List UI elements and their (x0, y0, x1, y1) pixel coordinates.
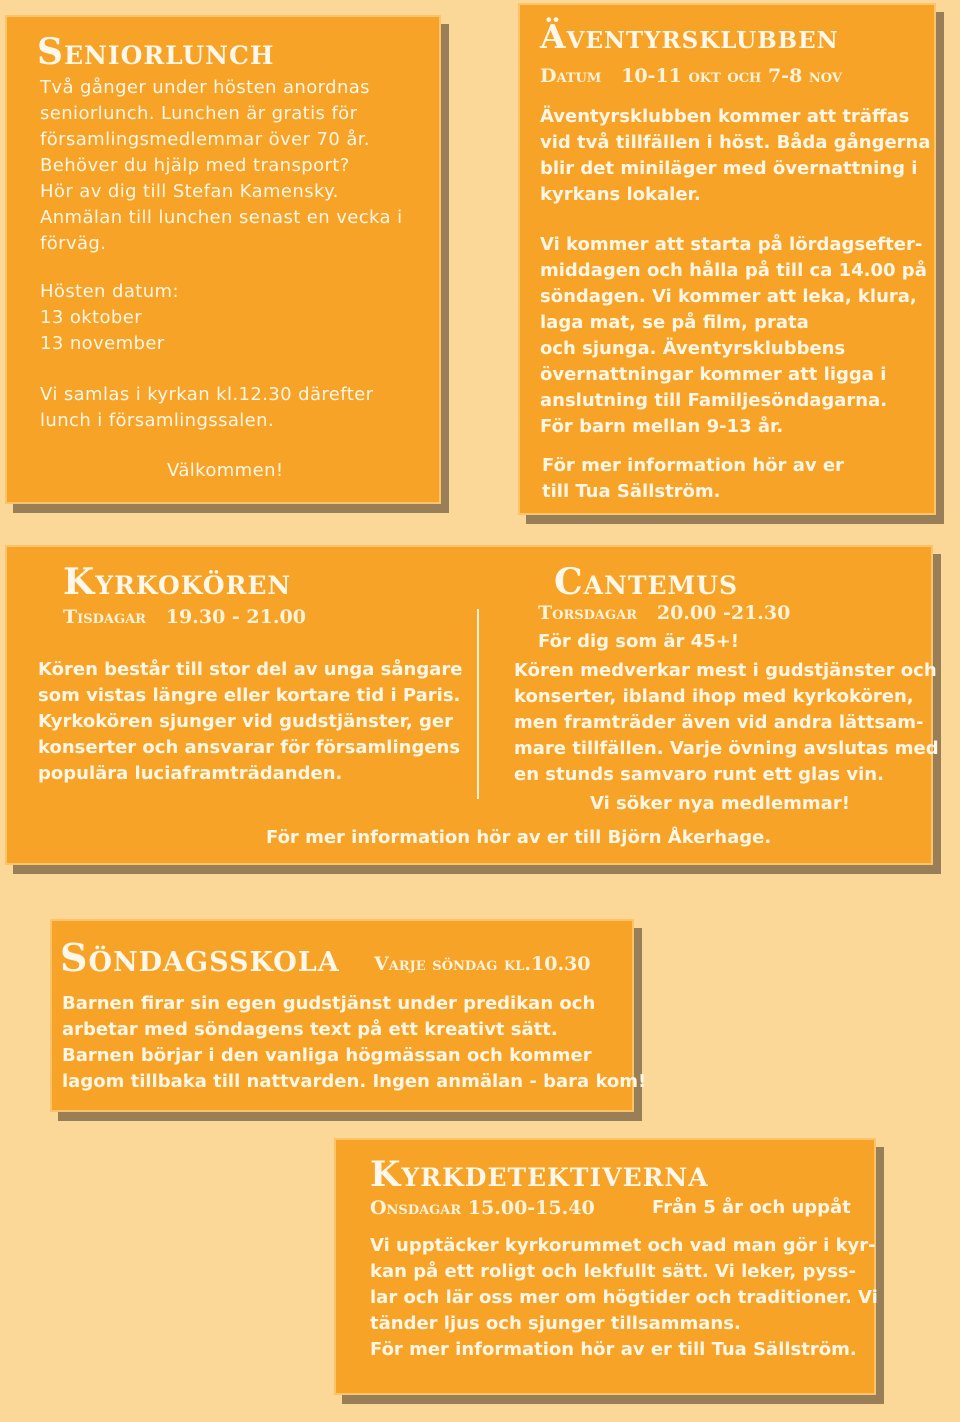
text-line: Vi upptäcker kyrkorummet och vad man gör i kyr- (370, 1235, 876, 1256)
seniorlunch-title: Seniorlunch (37, 31, 275, 73)
cantemus-age: För dig som är 45+! (538, 631, 740, 652)
cantemus-description (514, 658, 939, 788)
seniorlunch-meeting (40, 382, 373, 434)
text-line: arbetar med söndagens text på ett kreativt sätt. (62, 1019, 558, 1040)
text-line: vid två tillfällen i höst. Båda gångerna (540, 132, 931, 153)
text-line: en stunds samvaro runt ett glas vin. (514, 764, 884, 785)
kyrkdetektiverna-age: Från 5 år och uppåt (652, 1197, 851, 1218)
text-line: som vistas längre eller kortare tid i Paris. (38, 685, 461, 706)
text-line: till Tua Sällström. (542, 481, 721, 502)
date-item: 13 november (40, 333, 165, 354)
text-line: För mer information hör av er (542, 455, 844, 476)
aventyrsklubben-box (518, 3, 936, 515)
text-line: lunch i församlingssalen. (40, 410, 275, 431)
cantemus-recruit: Vi söker nya medlemmar! (590, 793, 850, 814)
kyrkokoren-title: Kyrkokören (63, 561, 292, 603)
aventyrsklubben-para2 (540, 232, 927, 440)
text-line: tänder ljus och sjunger tillsammans. (370, 1313, 741, 1334)
text-line: seniorlunch. Lunchen är gratis för (40, 103, 358, 124)
text-line: mare tillfällen. Varje övning avslutas med (514, 738, 939, 759)
text-line: söndagen. Vi kommer att leka, klura, (540, 286, 917, 307)
seniorlunch-box (5, 15, 441, 504)
kyrkokoren-schedule: Tisdagar 19.30 - 21.00 (63, 606, 306, 628)
kyrkdetektiverna-title: Kyrkdetektiverna (370, 1154, 709, 1195)
text-line: anslutning till Familjesöndagarna. (540, 390, 888, 411)
text-line: Anmälan till lunchen senast en vecka i (40, 207, 403, 228)
aventyrsklubben-title: Äventyrsklubben (540, 17, 839, 56)
sondagsskola-schedule: Varje söndag kl.10.30 (374, 953, 591, 975)
date-item: 13 oktober (40, 307, 143, 328)
sondagsskola-description (62, 991, 646, 1095)
text-line: Behöver du hjälp med transport? (40, 155, 350, 176)
text-line: laga mat, se på film, prata (540, 312, 809, 333)
text-line: Äventyrsklubben kommer att träffas (540, 106, 910, 127)
choirs-box (5, 545, 939, 865)
kyrkdetektiverna-description (370, 1233, 878, 1363)
seniorlunch-description (40, 75, 403, 257)
text-line: lagom tillbaka till nattvarden. Ingen anmälan - bara kom! (62, 1071, 647, 1092)
text-line: förväg. (40, 233, 107, 254)
text-line: Kyrkokören sjunger vid gudstjänster, ger (38, 711, 453, 732)
kyrkokoren-description (38, 657, 462, 787)
text-line: konserter och ansvarar för församlingens (38, 737, 461, 758)
text-line: blir det miniläger med övernattning i (540, 158, 918, 179)
text-line: För mer information hör av er till Tua Sällström. (370, 1339, 857, 1360)
text-line: Kören medverkar mest i gudstjänster och (514, 660, 937, 681)
aventyrsklubben-dates: Datum 10-11 okt och 7-8 nov (540, 65, 842, 87)
text-line: Kören består till stor del av unga sångare (38, 659, 463, 680)
dates-label: Hösten datum: (40, 281, 179, 302)
column-divider (477, 609, 479, 799)
sondagsskola-box (50, 919, 647, 1112)
text-line: övernattningar kommer att ligga i (540, 364, 887, 385)
cantemus-title: Cantemus (554, 561, 739, 603)
text-line: och sjunga. Äventyrsklubbens (540, 338, 846, 359)
text-line: lar och lär oss mer om högtider och traditioner. Vi (370, 1287, 878, 1308)
text-line: Barnen börjar i den vanliga högmässan och kommer (62, 1045, 592, 1066)
text-line: populära luciaframträdanden. (38, 763, 343, 784)
text-line: församlingsmedlemmar över 70 år. (40, 129, 371, 150)
text-line: men framträder även vid andra lättsam- (514, 712, 924, 733)
text-line: Vi kommer att starta på lördagsefter- (540, 234, 923, 255)
cantemus-schedule: Torsdagar 20.00 -21.30 (538, 602, 791, 624)
seniorlunch-dates (40, 279, 179, 357)
kyrkdetektiverna-box (334, 1138, 876, 1395)
text-line: Två gånger under hösten anordnas (40, 77, 370, 98)
text-line: Barnen firar sin egen gudstjänst under predikan och (62, 993, 596, 1014)
aventyrsklubben-para1 (540, 104, 931, 208)
text-line: Vi samlas i kyrkan kl.12.30 därefter (40, 384, 374, 405)
text-line: kan på ett roligt och lekfullt sätt. Vi leker, pyss- (370, 1261, 856, 1282)
aventyrsklubben-contact (542, 453, 844, 505)
text-line: konserter, ibland ihop med kyrkokören, (514, 686, 914, 707)
choir-contact: För mer information hör av er till Björn Åkerhage. (266, 827, 772, 848)
kyrkdetektiverna-schedule: Onsdagar 15.00-15.40 (370, 1197, 595, 1219)
text-line: För barn mellan 9-13 år. (540, 416, 784, 437)
text-line: kyrkans lokaler. (540, 184, 701, 205)
sondagsskola-title: Söndagsskola (60, 935, 340, 980)
text-line: middagen och hålla på till ca 14.00 på (540, 260, 927, 281)
seniorlunch-welcome: Välkommen! (167, 460, 284, 481)
text-line: Hör av dig till Stefan Kamensky. (40, 181, 339, 202)
